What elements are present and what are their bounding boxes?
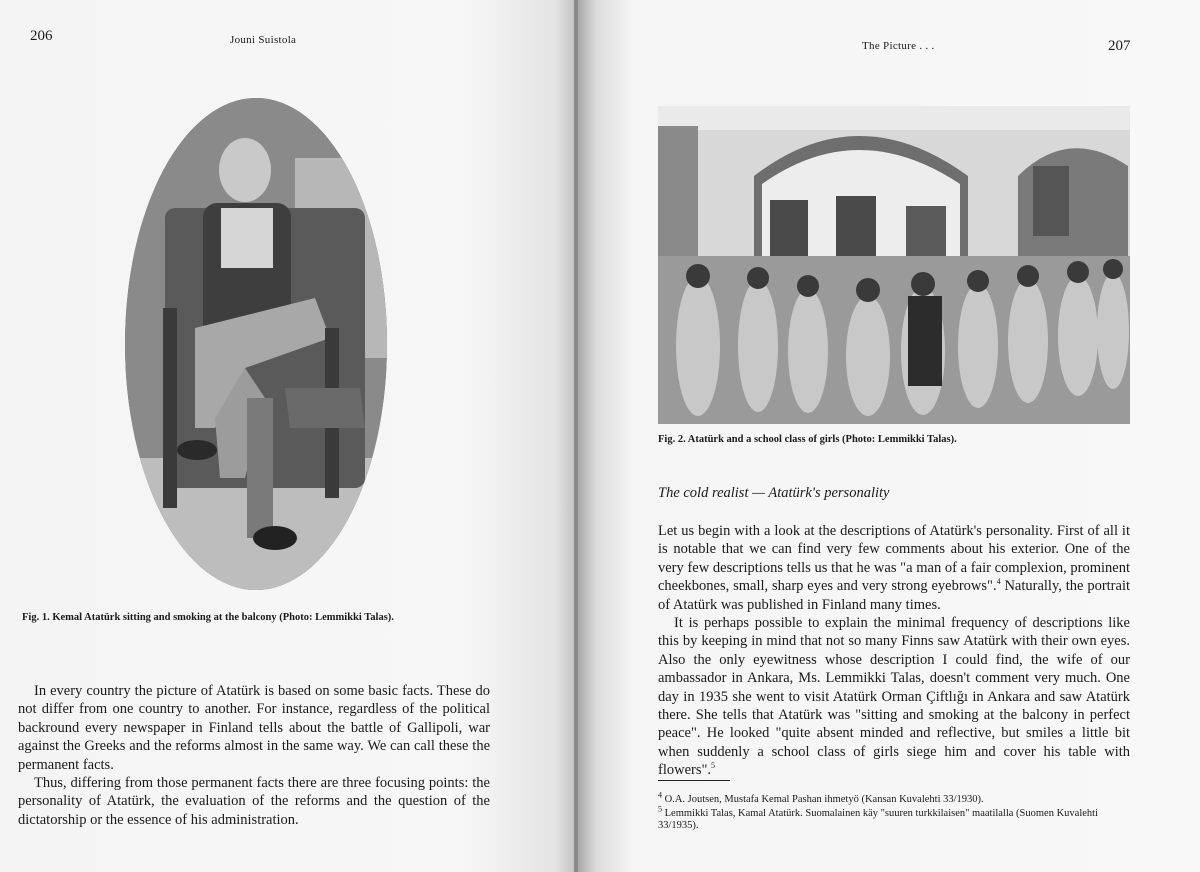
left-page: [0, 0, 578, 872]
right-paragraph-1: [658, 522, 1130, 614]
footnote-4-text: O.A. Joutsen, Mustafa Kemal Pashan ihmetyö (Kansan Kuvalehti 33/1930).: [664, 794, 984, 805]
page-number-left: 206: [30, 28, 53, 44]
left-paragraph-1: In every country the picture of Atatürk is based on some basic facts. These do not differ from one country to another. For instance, regardless of the political backround every newspaper in Finland tells about the battle of Gallipoli, war against the Greeks and the reforms almost in the same way. We can call these the permanent facts.: [18, 683, 490, 773]
right-paragraph-2-text: It is perhaps possible to explain the minimal frequency of descriptions like this by keeping in mind that not so many Finns saw Atatürk with their own eyes. Also the only eyewitness whose description I could find, the wife of our ambassador in Ankara, Ms. Lemmikki Talas, doesn't comment very much. One day in 1935 she went to visit Atatürk Orman Çiftlığı in Ankara and saw Atatürk there. She tells that Atatürk was "sitting and smoking at the balcony in perfect peace". He looked "quite absent minded and reflective, but smiles a little bit when suddenly a school class of girls siege him and cover his table with flowers".: [658, 615, 1130, 779]
footnote-4-number: 4: [658, 790, 662, 800]
footnote-5-number: 5: [658, 804, 662, 813]
footnote-ref-5: 5: [711, 761, 716, 771]
running-head-left: Jouni Suistola: [230, 34, 297, 46]
footnotes: [658, 790, 1130, 834]
school-class-image: [658, 106, 1130, 424]
footnote-5-text: Lemmikki Talas, Kamal Atatürk. Suomalainen käy "suuren turkkilaisen" maatilalla (Suomen Kuvalehti 33/1935).: [658, 807, 1099, 831]
left-body-text: [18, 682, 490, 829]
figure-2-school-photo: [658, 106, 1130, 424]
left-paragraph-2: Thus, differing from those permanent facts there are three focusing points: the personality of Atatürk, the evaluation of the reforms and the question of the dictatorship or the essence of his administration.: [18, 775, 490, 828]
section-title: The cold realist — Atatürk's personality: [658, 485, 890, 501]
right-paragraph-1-text-b: Naturally, the portrait of Atatürk was published in Finland many times.: [658, 578, 1130, 613]
page-number-right: 207: [1108, 38, 1131, 54]
figure-1-caption: Fig. 1. Kemal Atatürk sitting and smoking at the balcony (Photo: Lemmikki Talas).: [22, 612, 394, 623]
running-head-right: The Picture . . .: [862, 40, 935, 52]
figure-2-caption: Fig. 2. Atatürk and a school class of girls (Photo: Lemmikki Talas).: [658, 434, 957, 445]
right-body-text: [658, 522, 1130, 780]
footnote-rule: [658, 780, 730, 781]
right-page: [578, 0, 1200, 872]
right-paragraph-2: [658, 614, 1130, 780]
atatürk-portrait-image: [125, 98, 387, 590]
footnote-4: [658, 790, 1130, 807]
right-paragraph-1-text-a: Let us begin with a look at the descriptions of Atatürk's personality. First of all it is notable that we can find very few comments about his exterior. One of the very few descriptions tells us that he was "a man of a fair complexion, prominent cheekbones, small, sharp eyes and very strong eyebrows".: [658, 523, 1130, 595]
footnote-ref-4: 4: [996, 577, 1001, 587]
figure-1-portrait-photo: [125, 98, 387, 590]
footnote-5: [658, 804, 1130, 833]
